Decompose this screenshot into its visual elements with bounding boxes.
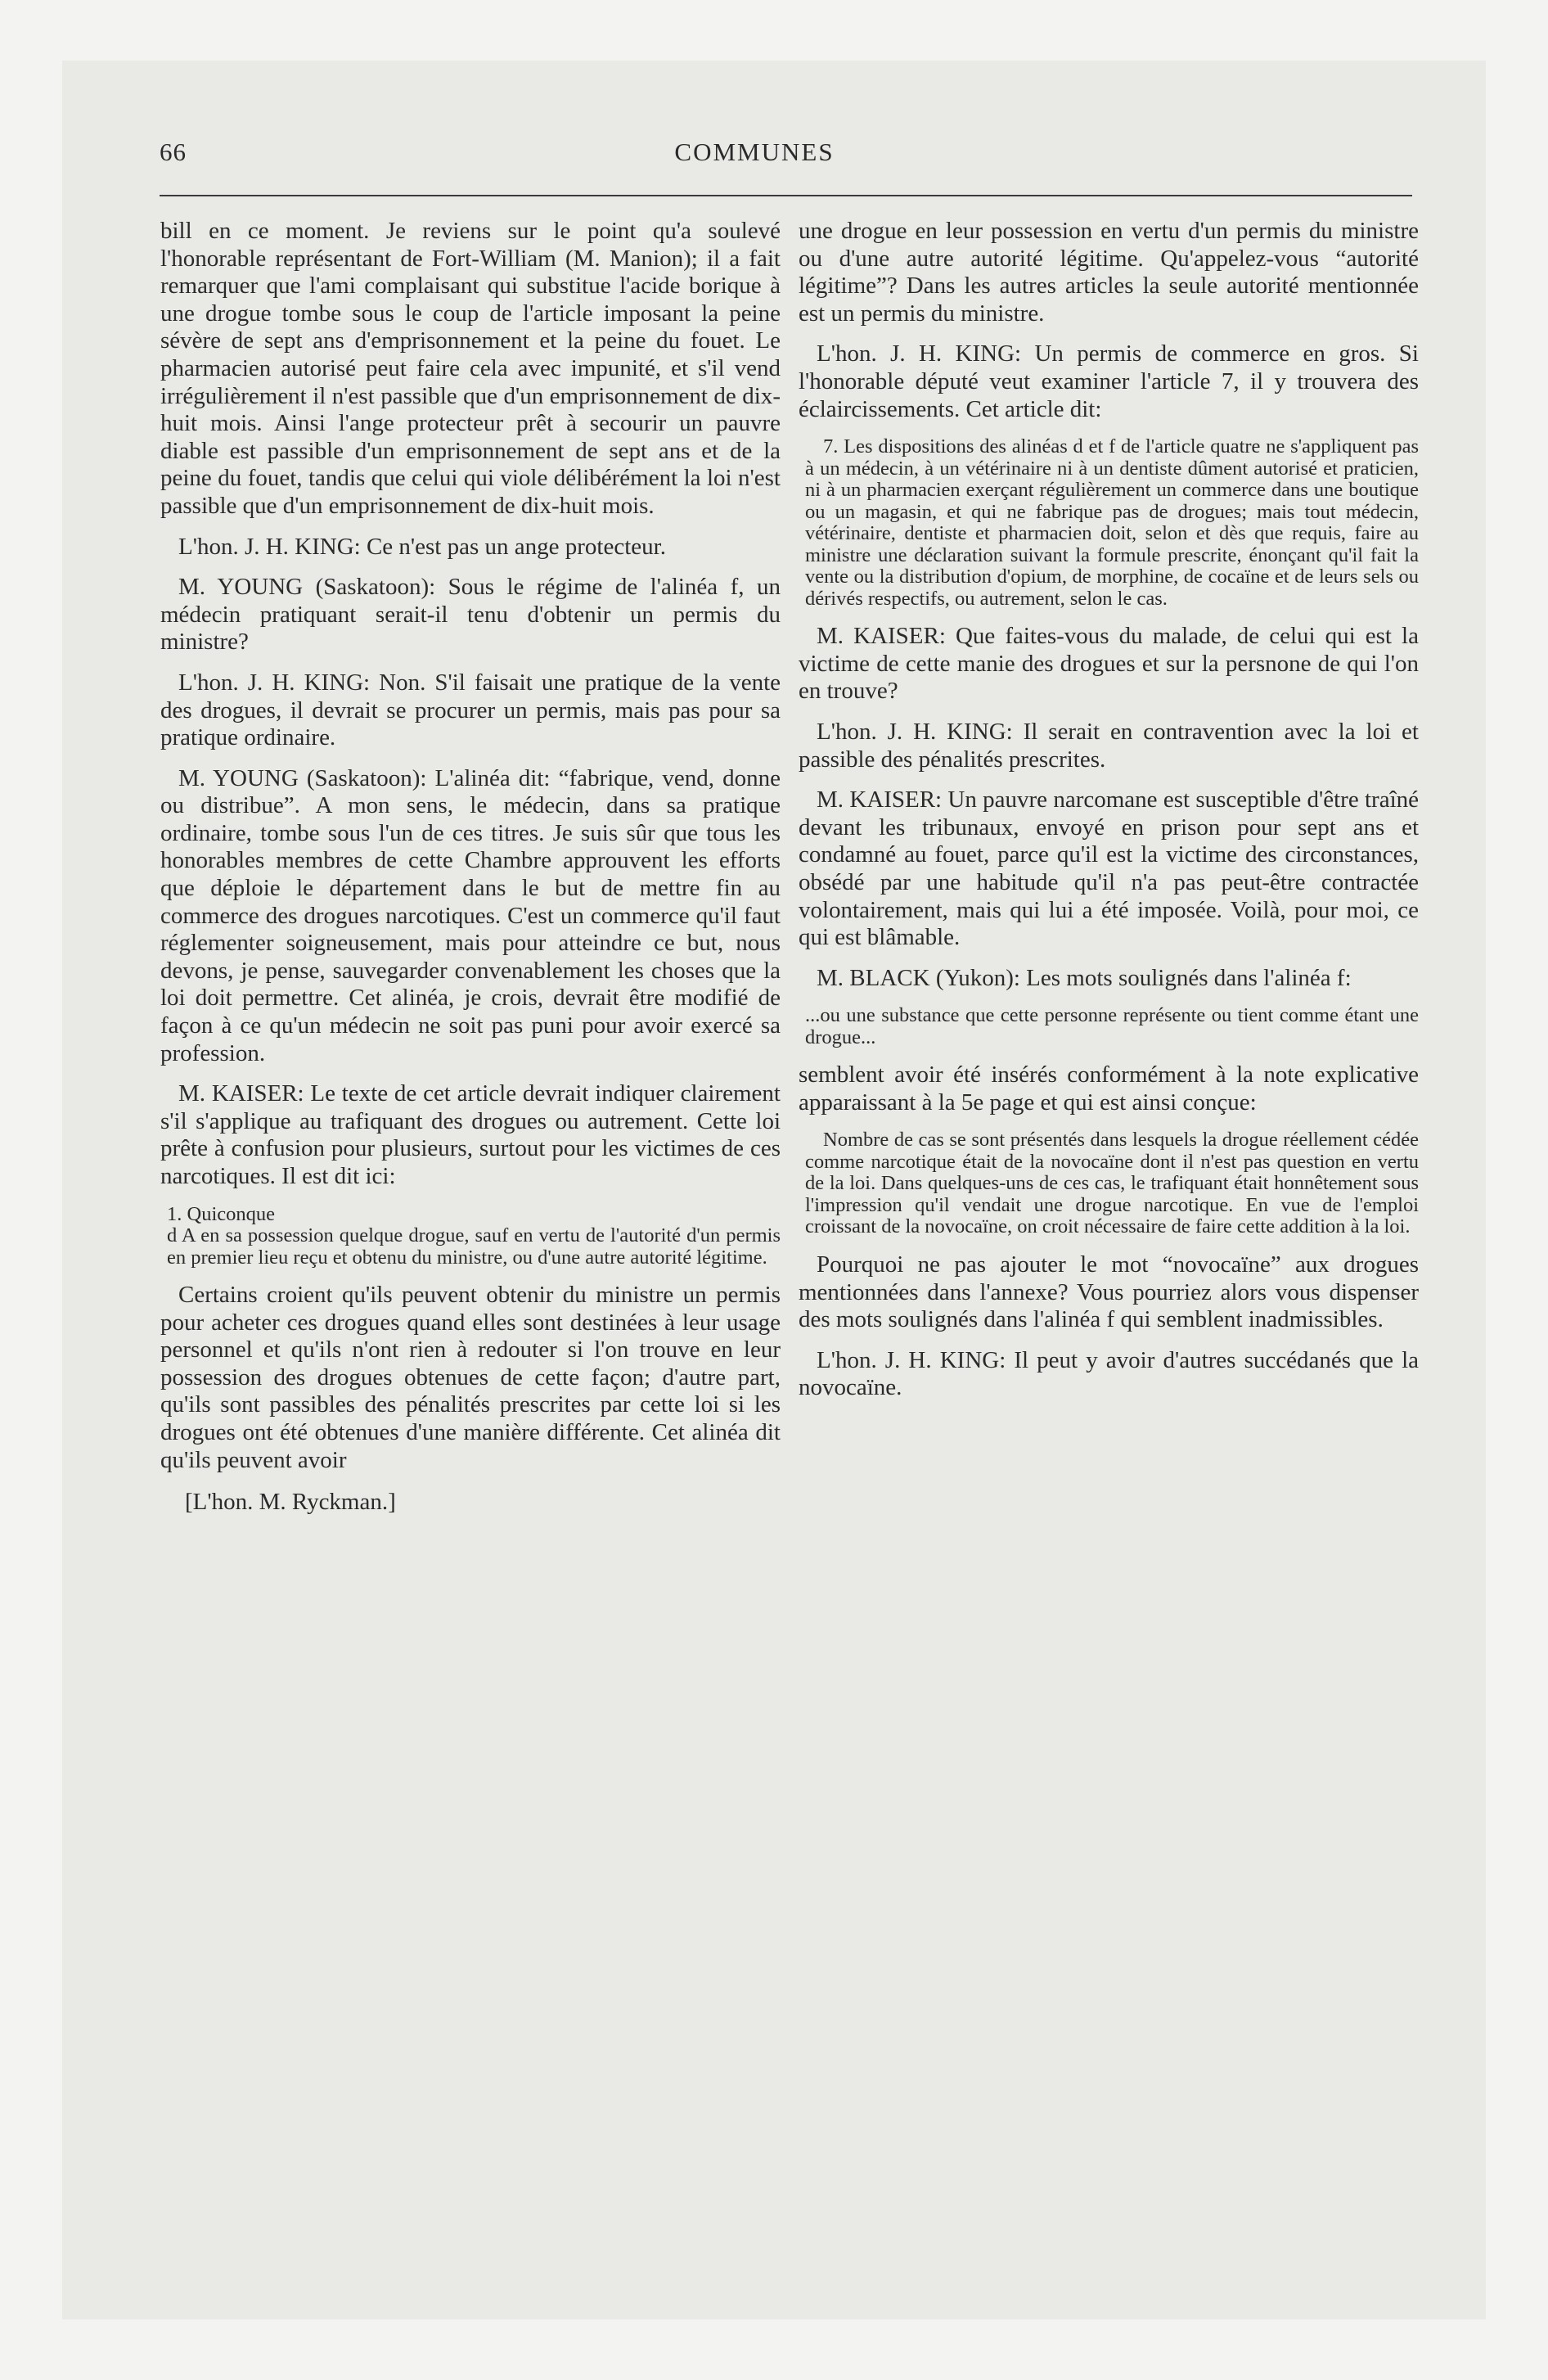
running-title: COMMUNES — [674, 137, 835, 166]
paragraph: une drogue en leur possession en vertu d'un permis du ministre ou d'une autre autorité légitime. Qu'appelez-vous “autorité légitime”? Dans les autres articles la seule autorité mentionnée est un permis du ministre. — [799, 218, 1419, 327]
paragraph: M. KAISER: Que faites-vous du malade, de celui qui est la victime de cette manie des drogues et sur la persnone de qui l'on en trouve? — [799, 623, 1419, 705]
paragraph: Certains croient qu'ils peuvent obtenir du ministre un permis pour acheter ces drogues quand elles sont destinées à leur usage personnel et qu'ils n'ont rien à redouter si l'on trouve en leur possession des drogues obtenues de cette façon; d'autre part, qu'ils sont passibles des pénalités prescrites par cette loi si les drogues ont été obtenues d'une manière différente. Cet alinéa dit qu'ils peuvent avoir — [160, 1282, 781, 1473]
statute-heading: 1. Quiconque — [167, 1202, 275, 1225]
paragraph: M. BLACK (Yukon): Les mots soulignés dans l'alinéa f: — [817, 964, 1352, 991]
paragraph: semblent avoir été insérés conformément à la note explicative apparaissant à la 5e page et qui est ainsi conçue: — [799, 1062, 1419, 1116]
paragraph: L'hon. J. H. KING: Non. S'il faisait une pratique de la vente des drogues, il devrait se procurer un permis, mais pas pour sa pratique ordinaire. — [160, 669, 781, 751]
quoted-phrase: ...ou une substance que cette personne représente ou tient comme étant une drogue... — [805, 1004, 1419, 1048]
paragraph: M. YOUNG (Saskatoon): L'alinéa dit: “fabrique, vend, donne ou distribue”. A mon sens, le médecin, dans sa pratique ordinaire, tombe sous l'un de ces titres. Je suis sûr que tous les honorables membres de cette Chambre approuvent les efforts que déploie le département dans le but de mettre fin au commerce des drogues narcotiques. C'est un commerce qu'il faut réglementer soigneusement, mais pour atteindre ce but, nous devons, je pense, sauvegarder convenablement les choses que la loi doit permettre. Cet alinéa, je crois, devrait être modifié de façon à ce qu'un médecin ne soit pas puni pour avoir exercé sa profession. — [160, 764, 781, 1066]
paragraph: M. KAISER: Un pauvre narcomane est susceptible d'être traîné devant les tribunaux, envoyé en prison pour sept ans et condamné au fouet, parce qu'il est la victime des circonstances, obsédé par une habitude qu'il n'a pas peut-être contractée volontairement, mais qui lui a été imposée. Voilà, pour moi, ce qui est blâmable. — [799, 787, 1419, 951]
paragraph: L'hon. J. H. KING: Il peut y avoir d'autres succédanés que la novocaïne. — [799, 1346, 1419, 1401]
paragraph: bill en ce moment. Je reviens sur le point qu'a soulevé l'honorable représentant de Fort-William (M. Manion); il a fait remarquer que l'ami complaisant qui substitue l'acide borique à une drogue tombe sous le coup de l'article imposant la peine sévère de sept ans d'emprisonnement et la peine du fouet. Le pharmacien autorisé peut faire cela avec impunité, et s'il vend irrégulièrement il n'est passible que d'un emprisonnement de dix-huit mois. Ainsi l'ange protecteur prêt à secourir un pauvre diable est passible d'un emprisonnement de sept ans et de la peine du fouet, tandis que celui qui viole délibérément la loi n'est passible que d'un emprisonnement de dix-huit mois. — [160, 218, 781, 519]
quoted-statute — [160, 1204, 781, 1269]
speaker-signature: [L'hon. M. Ryckman.] — [185, 1489, 396, 1516]
paragraph: L'hon. J. H. KING: Il serait en contravention avec la loi et passible des pénalités prescrites. — [799, 718, 1419, 773]
paragraph: M. KAISER: Le texte de cet article devrait indiquer clairement s'il s'applique au trafiquant des drogues ou autrement. Cette loi prête à confusion pour plusieurs, surtout pour les victimes de ces narcotiques. Il est dit ici: — [160, 1080, 781, 1189]
quoted-statute: 7. Les dispositions des alinéas d et f de l'article quatre ne s'appliquent pas à un médecin, à un vétérinaire ni à un dentiste dûment autorisé et praticien, ni à un pharmacien exerçant régulièrement un commerce dans une boutique ou un magasin, et qui ne fabrique pas de drogues; mais tout médecin, vétérinaire, dentiste et pharmacien doit, selon et dès que requis, faire au ministre une déclaration suivant la formule prescrite, énonçant qu'il fait la vente ou la distribution d'opium, de morphine, de cocaïne et de leurs sels ou dérivés respectifs, ou autrement, selon le cas. — [805, 435, 1419, 610]
header-rule — [160, 195, 1412, 196]
page-number: 66 — [160, 137, 187, 166]
paragraph: L'hon. J. H. KING: Ce n'est pas un ange protecteur. — [178, 533, 666, 560]
page-header — [96, 137, 1413, 187]
paragraph: M. YOUNG (Saskatoon): Sous le régime de l'alinéa f, un médecin pratiquant serait-il tenu d'obtenir un permis du ministre? — [160, 574, 781, 656]
right-column — [799, 218, 1419, 1402]
quoted-note: Nombre de cas se sont présentés dans lesquels la drogue réellement cédée comme narcotique était de la novocaïne dont il n'est pas question en vertu de la loi. Dans quelques-uns de ces cas, le trafiquant était honnêtement sous l'impression qu'il vendait une drogue narcotique. En vue de l'emploi croissant de la novocaïne, on croit nécessaire de faire cette addition à la loi. — [805, 1129, 1419, 1238]
left-column — [160, 218, 781, 1517]
paragraph: L'hon. J. H. KING: Un permis de commerce en gros. Si l'honorable député veut examiner l'article 7, il y trouvera des éclaircissements. Cet article dit: — [799, 340, 1419, 422]
statute-text: d A en sa possession quelque drogue, sauf en vertu de l'autorité d'un permis en premier lieu reçu et obtenu du ministre, ou d'une autre autorité légitime. — [167, 1224, 781, 1269]
paragraph: Pourquoi ne pas ajouter le mot “novocaïne” aux drogues mentionnées dans l'annexe? Vous pourriez alors vous dispenser des mots soulignés dans l'alinéa f qui semblent inadmissibles. — [799, 1251, 1419, 1333]
